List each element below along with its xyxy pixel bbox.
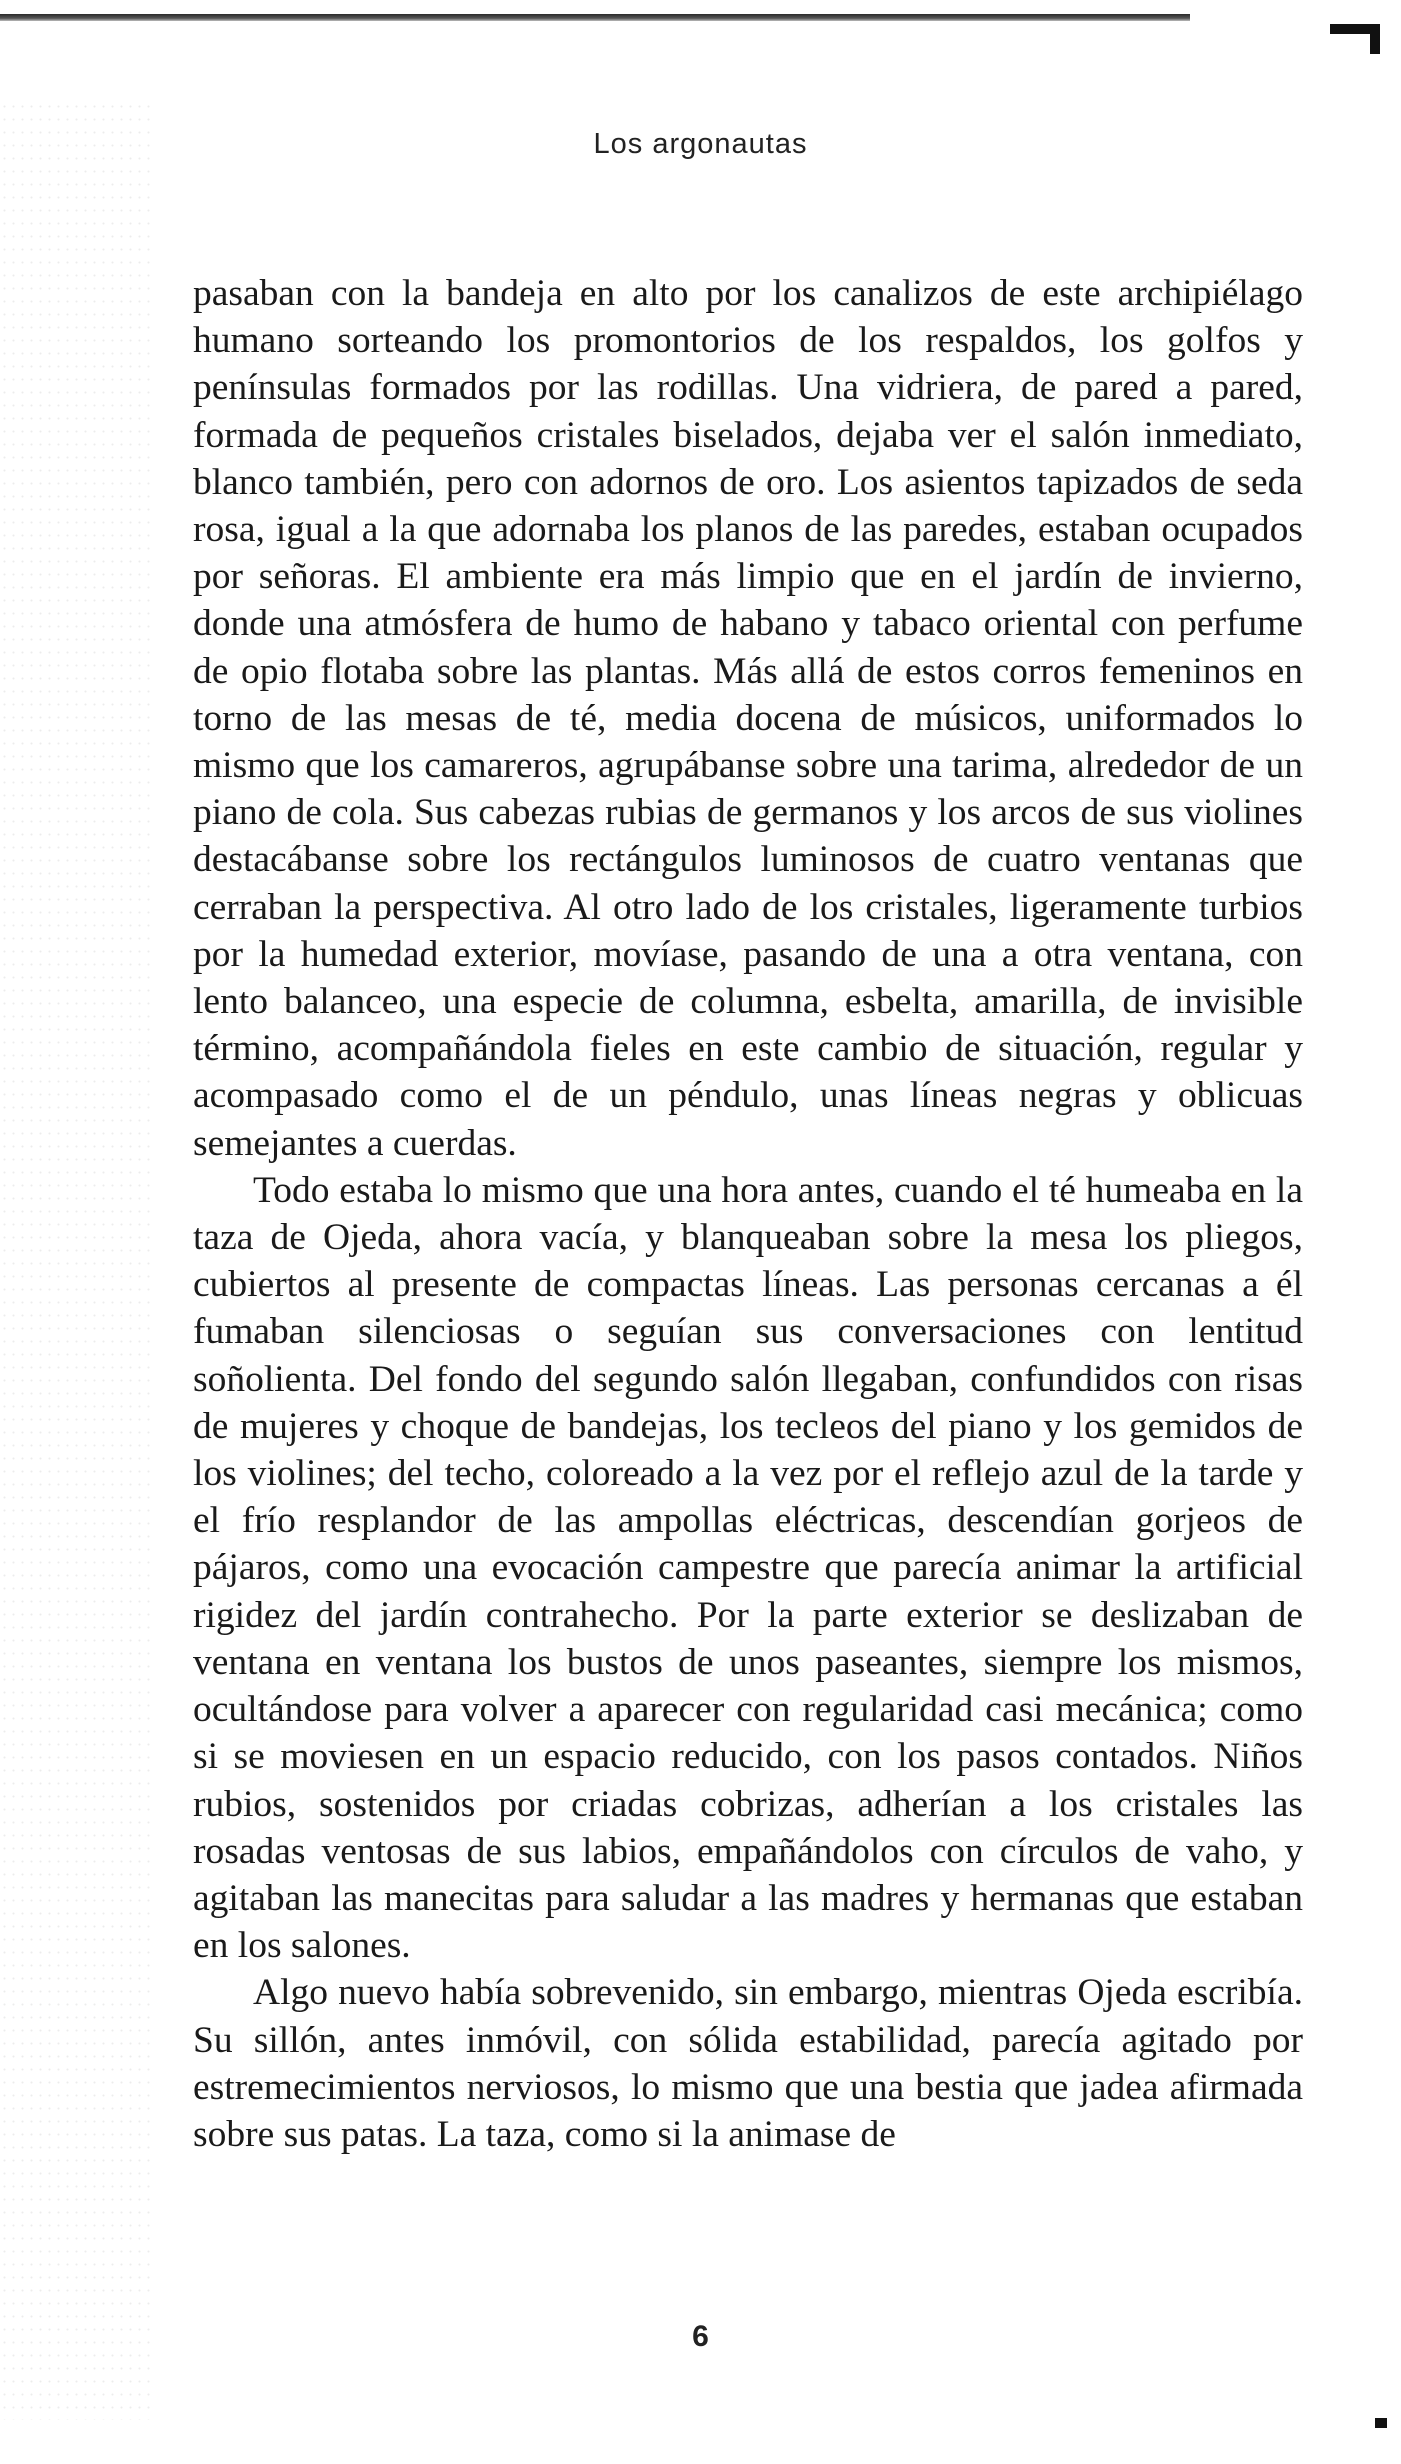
scan-bottom-mark: [1375, 2418, 1387, 2428]
page-number: 6: [692, 2320, 709, 2353]
scan-edge-speckle: [0, 100, 150, 2420]
paragraph-3: Algo nuevo había sobrevenido, sin embargo, mientras Ojeda escribía. Su sillón, antes inmóvil, con sólida estabilidad, parecía agitado por estremecimientos nerviosos, lo mismo que una bestia que jadea afirmada sobre sus patas. La taza, como si la animase de: [193, 1972, 1303, 2155]
running-header: Los argonautas: [593, 128, 808, 160]
body-text: [193, 270, 1303, 2158]
paragraph-1: pasaban con la bandeja en alto por los canalizos de este archipiélago humano sorteando los promontorios de los respaldos, los golfos y penínsulas formados por las rodillas. Una vidriera, de pared a pared, formada de pequeños cristales biselados, dejaba ver el salón inmediato, blanco también, pero con adornos de oro. Los asientos tapizados de seda rosa, igual a la que adornaba los planos de las paredes, estaban ocupados por señoras. El ambiente era más limpio que en el jardín de invierno, donde una atmósfera de humo de habano y tabaco oriental con perfume de opio flotaba sobre las plantas. Más allá de estos corros femeninos en torno de las mesas de té, media docena de músicos, uniformados lo mismo que los camareros, agrupábanse sobre una tarima, alrededor de un piano de cola. Sus cabezas rubias de germanos y los arcos de sus violines destacábanse sobre los rectángulos luminosos de cuatro ventanas que cerraban la perspectiva. Al otro lado de los cristales, ligeramente turbios por la humedad exterior, movíase, pasando de una a otra ventana, con lento balanceo, una especie de columna, esbelta, amarilla, de invisible término, acompañándola fieles en este cambio de situación, regular y acompasado como el de un péndulo, unas líneas negras y oblicuas semejantes a cuerdas.: [193, 273, 1303, 1164]
scan-top-rule: [0, 14, 1190, 21]
scan-corner-mark-tail: [1370, 24, 1380, 54]
paragraph-2: Todo estaba lo mismo que una hora antes, cuando el té humeaba en la taza de Ojeda, ahora vacía, y blanqueaban sobre la mesa los pliegos, cubiertos al presente de compactas líneas. Las personas cercanas a él fumaban silenciosas o seguían sus conversaciones con lentitud soñolienta. Del fondo del segundo salón llegaban, confundidos con risas de mujeres y choque de bandejas, los tecleos del piano y los gemidos de los violines; del techo, coloreado a la vez por el reflejo azul de la tarde y el frío resplandor de las ampollas eléctricas, descendían gorjeos de pájaros, como una evocación campestre que parecía animar la artificial rigidez del jardín contrahecho. Por la parte exterior se deslizaban de ventana en ventana los bustos de unos paseantes, siempre los mismos, ocultándose para volver a aparecer con regularidad casi mecánica; como si se moviesen en un espacio reducido, con los pasos contados. Niños rubios, sostenidos por criadas cobrizas, adherían a los cristales las rosadas ventosas de sus labios, empañándolos con círculos de vaho, y agitaban las manecitas para saludar a las madres y hermanas que estaban en los salones.: [193, 1169, 1303, 1967]
